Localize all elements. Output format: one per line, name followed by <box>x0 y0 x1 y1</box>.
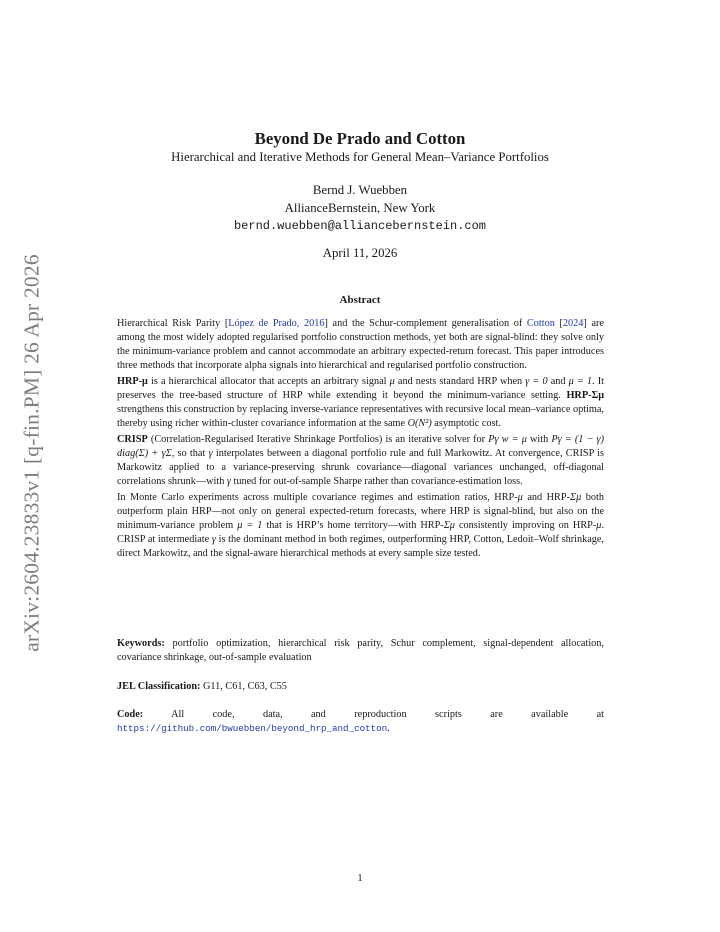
jel-section <box>117 680 604 694</box>
jel-label: JEL Classification: <box>117 681 201 692</box>
abstract-paragraph-4: In Monte Carlo experiments across multiple covariance regimes and estimation ratios, HRP-μ and HRP-Σμ both outperform plain HRP—not only on general expected-return forecasts, where HRP is signal-blind, but also on the minimum-variance problem μ = 1 that is HRP’s home territory—with HRP-Σμ consistently improving on HRP-μ. CRISP at intermediate γ is the dominant method in both regimes, outperforming HRP, Cotton, Ledoit–Wolf shrinkage, direct Markowitz, and the signal-aware hierarchical methods at every sample size tested. <box>117 491 605 559</box>
abstract-body <box>117 317 604 563</box>
paper-title: Beyond De Prado and Cotton <box>254 129 466 148</box>
author-email[interactable]: bernd.wuebben@alliancebernstein.com <box>233 219 487 233</box>
keywords-section <box>117 637 604 665</box>
author-name: Bernd J. Wuebben <box>312 183 408 197</box>
page-number: 1 <box>357 872 363 884</box>
term-hrp-mu: HRP-μ <box>117 375 148 387</box>
keywords-text: portfolio optimization, hierarchical risk parity, Schur complement, signal-dependent allocation, covariance shrinkage, out-of-sample evaluation <box>117 638 604 664</box>
github-repository-link[interactable]: https://github.com/bwuebben/beyond_hrp_and_cotton <box>117 723 388 735</box>
abstract-paragraph-3: CRISP (Correlation-Regularised Iterative Shrinkage Portfolios) is an iterative solver for Pγ w = μ with Pγ = (1 − γ) diag(Σ) + γΣ, so that γ interpolates between a diagonal portfolio rule and full Markowitz. At convergence, CRISP is Markowitz applied to a variance-preserving shrunk covariance—diagonal variances unchanged, off-diagonal correlations shrunk—with γ tuned for out-of-sample Sharpe rather than covariance-estimation loss. <box>117 433 605 488</box>
term-crisp: CRISP <box>117 433 148 445</box>
abstract-paragraph-2: HRP-μ is a hierarchical allocator that accepts an arbitrary signal μ and nests standard HRP when γ = 0 and μ = 1. It preserves the tree-based structure of HRP while extending it beyond the minimum-variance setting. HRP-Σμ strengthens this construction by replacing inverse-variance representatives with recursive local mean–variance optima, thereby using richer within-cluster covariance information at the same O(N²) asymptotic cost. <box>117 375 604 430</box>
keywords-label: Keywords: <box>117 638 165 649</box>
arxiv-identifier-stamp <box>12 246 52 660</box>
citation-lopez-de-prado[interactable]: López de Prado, 2016 <box>228 318 325 329</box>
arxiv-identifier-text: arXiv:2604.23833v1 [q-fin.PM] 26 Apr 2026 <box>19 254 44 652</box>
abstract-heading: Abstract <box>339 294 381 306</box>
code-section: Code: All code, data, and reproduction scripts are available at https://github.com/bwuebben/beyond_hrp_and_cotton. <box>117 709 604 735</box>
jel-text: G11, C61, C63, C55 <box>200 681 287 692</box>
citation-cotton-name[interactable]: Cotton <box>526 318 555 329</box>
citation-cotton-year[interactable]: 2024 <box>562 318 584 329</box>
term-hrp-sigma-mu: HRP-Σμ <box>566 389 604 401</box>
author-affiliation: AllianceBernstein, New York <box>284 201 436 215</box>
code-label: Code: <box>117 709 144 720</box>
paper-subtitle: Hierarchical and Iterative Methods for General Mean–Variance Portfolios <box>171 150 549 164</box>
paper-date: April 11, 2026 <box>322 246 398 260</box>
abstract-paragraph-1: Hierarchical Risk Parity [López de Prado, 2016] and the Schur-complement generalisation of Cotton [2024] are among the most widely adopted regularised portfolio construction methods, yet both are signal-blind: they solve only the minimum-variance problem and cannot accommodate an arbitrary expected-return forecast. This paper introduces three methods that incorporate alpha signals into hierarchical and regularised portfolio construction. <box>117 318 604 372</box>
code-text: All code, data, and reproduction scripts are available at <box>143 709 604 720</box>
